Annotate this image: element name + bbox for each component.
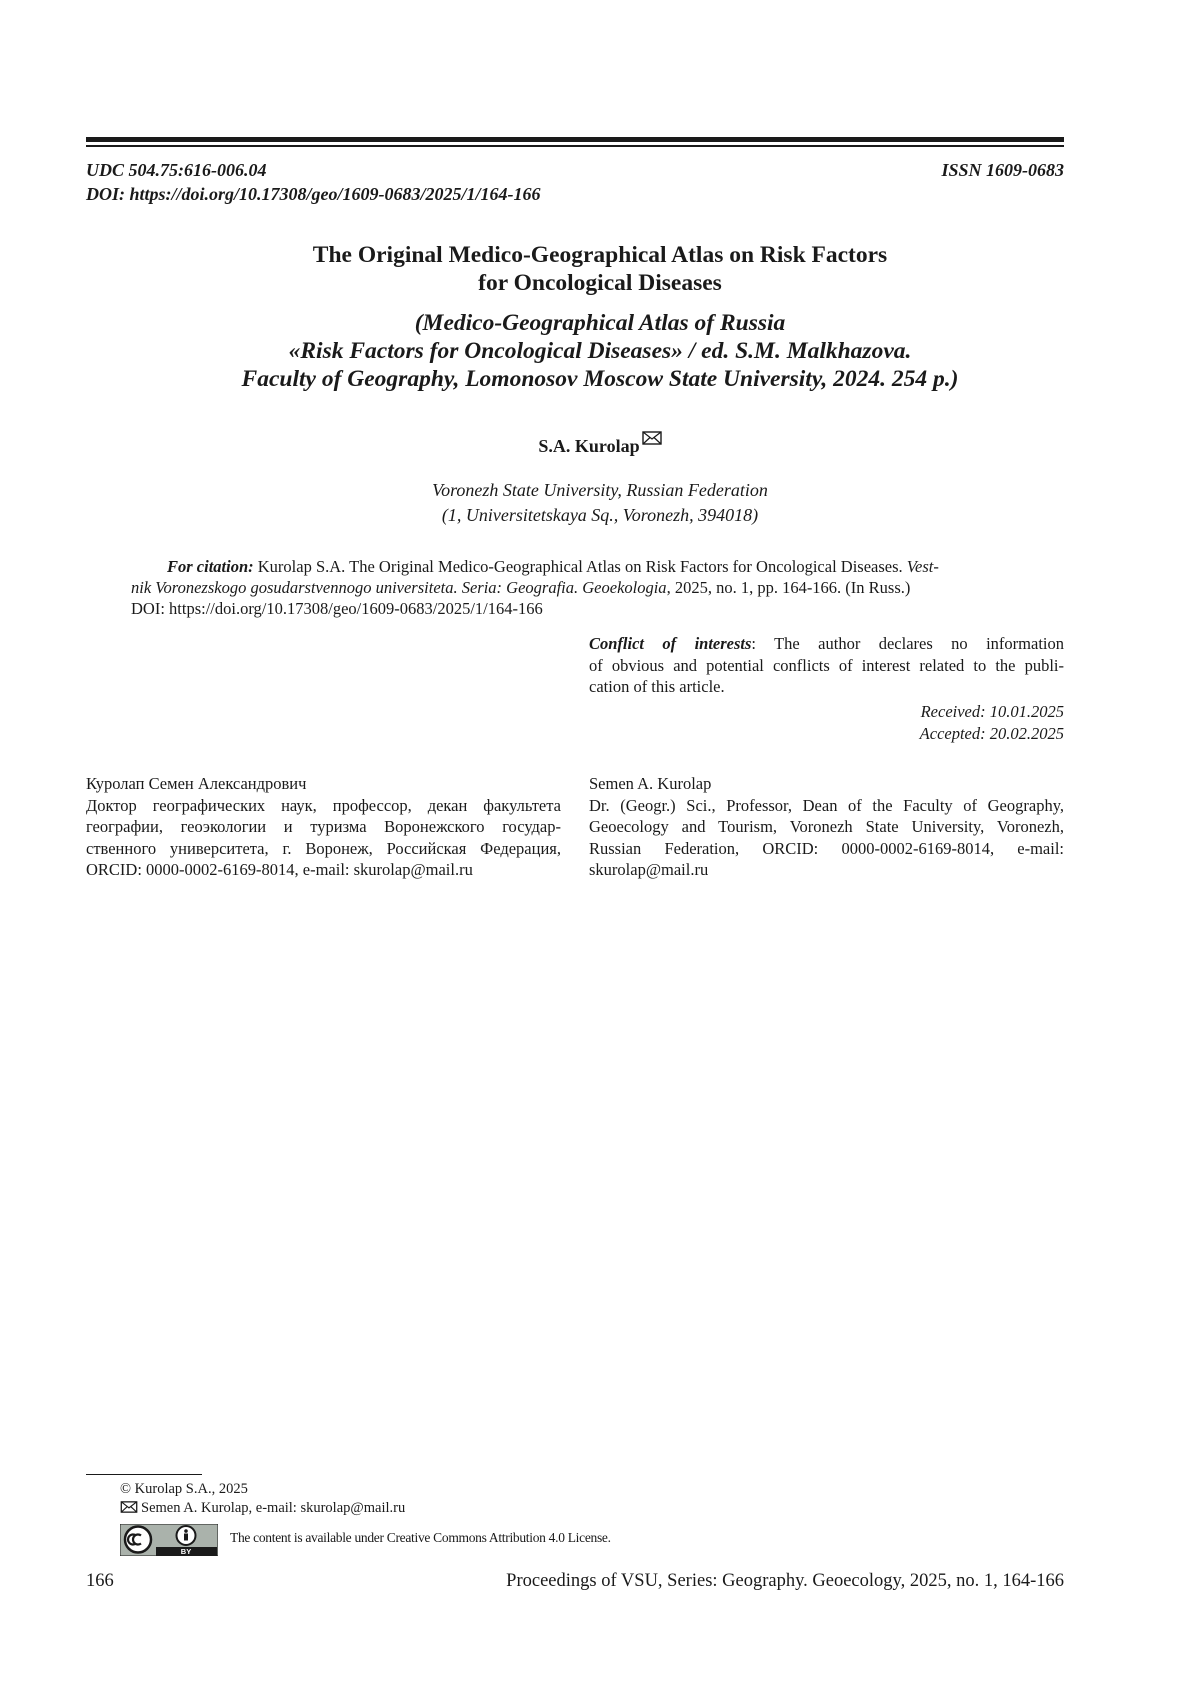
- bio-en-name: Semen A. Kurolap: [589, 774, 712, 793]
- conflict-line-1-text: : The author declares no information: [751, 634, 1064, 653]
- conflict-label: Conflict of interests: [589, 634, 752, 653]
- header-rule-thin: [86, 145, 1064, 147]
- author-name: S.A. Kurolap: [538, 436, 640, 456]
- journal-footer: Proceedings of VSU, Series: Geography. Geoecology, 2025, no. 1, 164-166: [506, 1571, 1064, 1591]
- author-bio-russian: [86, 773, 561, 881]
- envelope-icon[interactable]: [642, 431, 662, 445]
- conflict-of-interests: [589, 633, 1064, 698]
- author-line: [0, 431, 1200, 457]
- cc-by-label: BY: [180, 1547, 192, 1556]
- bio-ru-name: Куролап Семен Александрович: [86, 774, 307, 793]
- citation-journal-1: Vest-: [906, 557, 939, 576]
- received-date: Received: 10.01.2025: [920, 702, 1064, 721]
- issn: ISSN 1609-0683: [941, 160, 1064, 180]
- citation-text-2: , 2025, no. 1, pp. 164-166. (In Russ.): [666, 578, 911, 597]
- citation-doi[interactable]: DOI: https://doi.org/10.17308/geo/1609-0683/2025/1/164-166: [131, 599, 543, 618]
- bio-en-line-1: Dr. (Geogr.) Sci., Professor, Dean of the Faculty of Geography,: [589, 795, 1064, 815]
- bio-ru-line-4: ORCID: 0000-0002-6169-8014, e-mail: skurolap@mail.ru: [86, 860, 473, 879]
- bio-ru-line-2: географии, геоэкологии и туризма Воронежского государ-: [86, 817, 561, 836]
- conflict-line-2: of obvious and potential conflicts of interest related to the publi-: [589, 655, 1064, 675]
- article-subtitle-line-1: (Medico-Geographical Atlas of Russia: [414, 310, 786, 336]
- conflict-line-3: cation of this article.: [589, 677, 725, 696]
- copyright-note: © Kurolap S.A., 2025: [120, 1481, 248, 1497]
- citation-label: For citation:: [167, 557, 254, 576]
- bio-en-line-3: Russian Federation, ORCID: 0000-0002-6169-8014, e-mail:: [589, 838, 1064, 858]
- article-subtitle-line-3: Faculty of Geography, Lomonosov Moscow State University, 2024. 254 p.): [241, 366, 959, 392]
- header-rule-thick: [86, 137, 1064, 142]
- article-title-line-2: for Oncological Diseases: [478, 270, 722, 296]
- author-bio-english: [589, 773, 1064, 881]
- bio-en-line-2: Geoecology and Tourism, Voronezh State University, Voronezh,: [589, 817, 1064, 836]
- contact-note: [120, 1499, 405, 1518]
- doi-link[interactable]: DOI: https://doi.org/10.17308/geo/1609-0683/2025/1/164-166: [86, 184, 541, 204]
- contact-text: Semen A. Kurolap, e-mail: skurolap@mail.ru: [141, 1500, 406, 1516]
- page-number: 166: [86, 1571, 114, 1591]
- citation-line-2: [131, 577, 910, 598]
- envelope-icon: [120, 1501, 138, 1513]
- affiliation-line-1: Voronezh State University, Russian Federation: [432, 480, 768, 500]
- article-dates: [920, 701, 1064, 745]
- license-note[interactable]: The content is available under Creative Commons Attribution 4.0 License.: [230, 1530, 611, 1545]
- citation-text-1: Kurolap S.A. The Original Medico-Geographical Atlas on Risk Factors for Oncological Diseases.: [257, 557, 903, 576]
- accepted-date: Accepted: 20.02.2025: [919, 724, 1064, 743]
- udc-code: UDC 504.75:616-006.04: [86, 160, 267, 180]
- citation-line-1: [167, 556, 939, 577]
- cc-by-license-badge[interactable]: [120, 1524, 218, 1556]
- bio-ru-line-3: ственного университета, г. Воронеж, Российская Федерация,: [86, 838, 561, 858]
- citation-journal-2: nik Voronezskogo gosudarstvennogo universiteta. Seria: Geografia. Geoekologia: [131, 578, 667, 597]
- conflict-line-1: [589, 633, 1064, 655]
- article-title-line-1: The Original Medico-Geographical Atlas on Risk Factors: [312, 242, 888, 268]
- bio-ru-line-1: Доктор географических наук, профессор, декан факультета: [86, 795, 561, 815]
- article-subtitle-line-2: «Risk Factors for Oncological Diseases» / ed. S.M. Malkhazova.: [288, 338, 912, 364]
- bio-en-line-4: skurolap@mail.ru: [589, 860, 709, 879]
- affiliation-line-2: (1, Universitetskaya Sq., Voronezh, 394018): [441, 505, 759, 525]
- footnote-rule: [86, 1474, 202, 1475]
